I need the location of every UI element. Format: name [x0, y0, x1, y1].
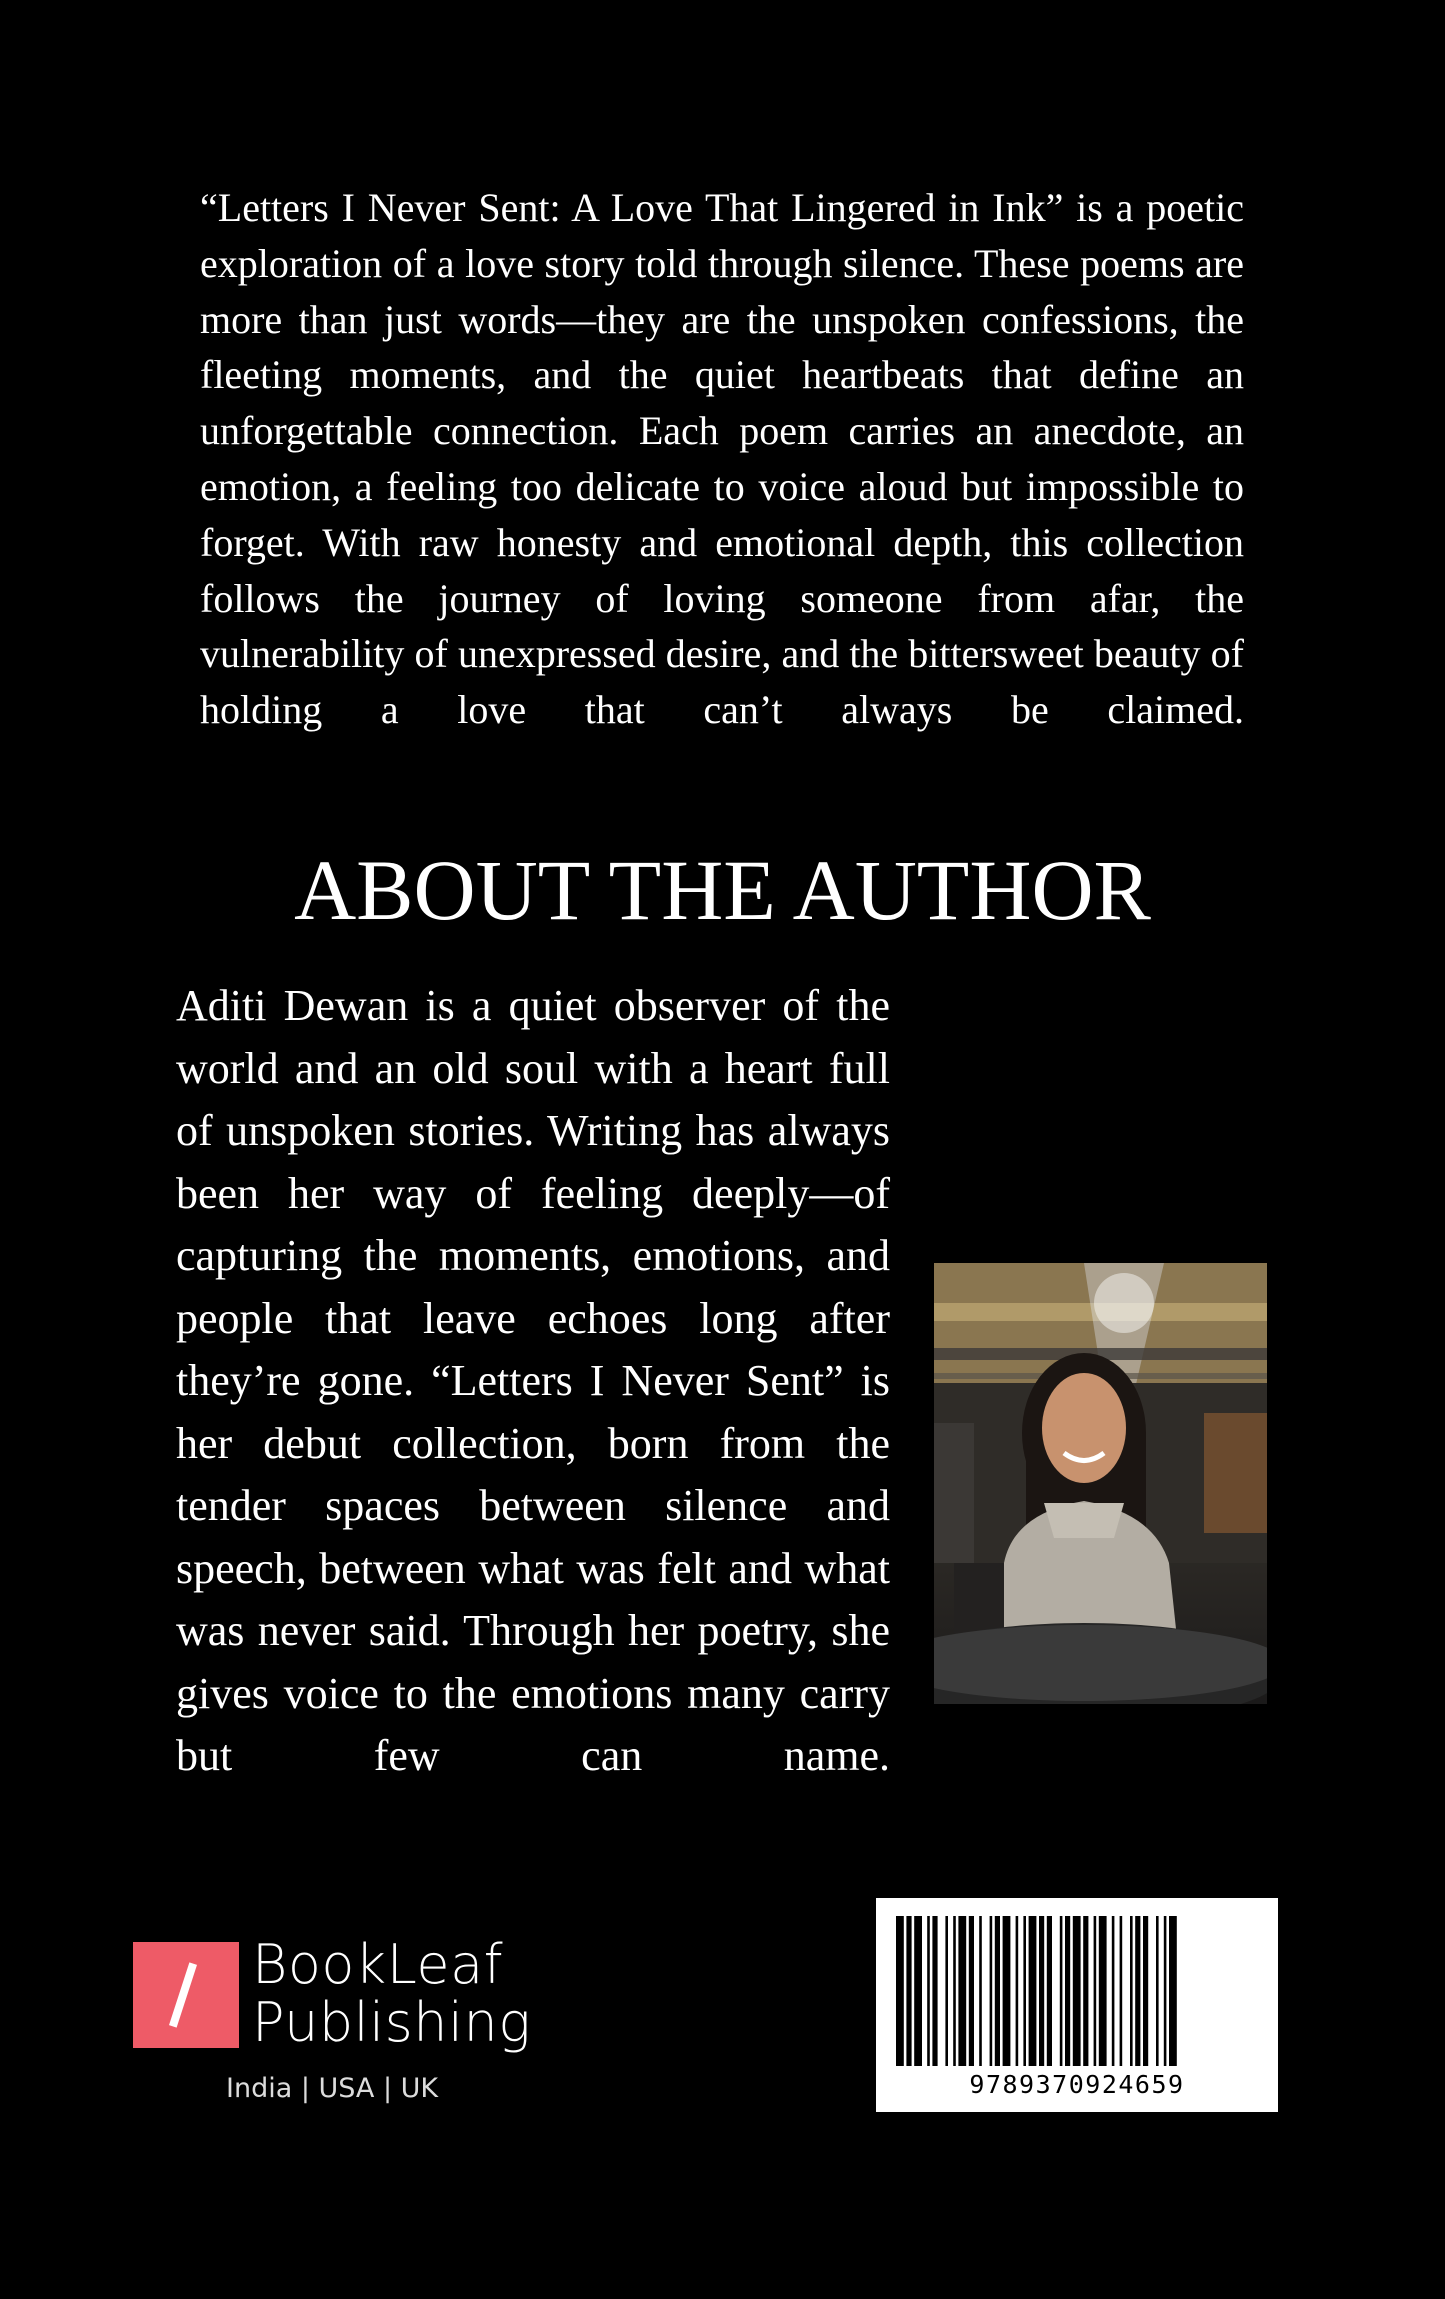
- barcode-bar: [1029, 1916, 1037, 2066]
- barcode-bar: [1060, 1916, 1063, 2066]
- isbn-number: 9789370924659: [969, 2070, 1185, 2099]
- barcode-bar: [1135, 1916, 1140, 2066]
- barcode-bar: [932, 1916, 937, 2066]
- barcode-bar: [1065, 1916, 1070, 2066]
- barcode-bar: [1169, 1916, 1177, 2066]
- barcode-bar: [1120, 1916, 1123, 2066]
- barcode-bar: [1112, 1916, 1115, 2066]
- barcode-bar: [1094, 1916, 1097, 2066]
- barcode-bar: [969, 1916, 974, 2066]
- publisher-logo: [133, 1933, 533, 2117]
- author-photo-illustration: [934, 1263, 1267, 1704]
- barcode-bar: [1164, 1916, 1167, 2066]
- barcode-bar: [1156, 1916, 1159, 2066]
- publisher-name: [252, 1933, 532, 2054]
- barcode-bar: [990, 1916, 993, 2066]
- barcode-bar: [1083, 1916, 1088, 2066]
- author-bio: Aditi Dewan is a quiet observer of the world and an old soul with a heart full of unspoken stories. Writing has always been her way of feeling deeply—of capturing the moments, emotions, and people that leave echoes long after they’re gone. “Letters I Never Sent” is her debut collection, born from the tender spaces between silence and speech, between what was felt and what was never said. Through her poetry, she gives voice to the emotions many carry but few can name.: [176, 981, 890, 1780]
- barcode-bar: [995, 1916, 1000, 2066]
- barcode-bar: [927, 1916, 930, 2066]
- barcode-bar: [945, 1916, 948, 2066]
- barcode-bar: [1016, 1916, 1019, 2066]
- barcode-bar: [1003, 1916, 1011, 2066]
- barcode-bar: [979, 1916, 982, 2066]
- logo-slash: [169, 1962, 197, 2027]
- barcode-bar: [953, 1916, 956, 2066]
- publisher-regions: India | USA | UK: [226, 2073, 439, 2104]
- barcode-bars: [876, 1898, 1278, 2070]
- barcode-bar: [896, 1916, 904, 2066]
- barcode-bar: [914, 1916, 922, 2066]
- barcode-bar: [1023, 1916, 1026, 2066]
- barcode-bar: [1130, 1916, 1133, 2066]
- barcode-bar: [1099, 1916, 1107, 2066]
- barcode-bar: [1039, 1916, 1044, 2066]
- publisher-name-line2: Publishing: [252, 1991, 532, 2054]
- barcode-bar: [906, 1916, 911, 2066]
- isbn-barcode: [876, 1898, 1278, 2112]
- about-author-heading: ABOUT THE AUTHOR: [294, 842, 1151, 938]
- barcode-bar: [1073, 1916, 1081, 2066]
- barcode-bar: [1143, 1916, 1148, 2066]
- barcode-bar: [958, 1916, 966, 2066]
- publisher-name-line1: BookLeaf: [252, 1933, 504, 1996]
- slash-logo-icon: [133, 1942, 239, 2048]
- author-photo: [934, 1263, 1267, 1704]
- book-blurb: “Letters I Never Sent: A Love That Lingered in Ink” is a poetic exploration of a love story told through silence. These poems are more than just words—they are the unspoken confessions, the fleeting moments, and the quiet heartbeats that define an unforgettable connection. Each poem carries an anecdote, an emotion, a feeling too delicate to voice aloud but impossible to forget. With raw honesty and emotional depth, this collection follows the journey of loving someone from afar, the vulnerability of unexpressed desire, and the bittersweet beauty of holding a love that can’t always be claimed.: [200, 185, 1244, 733]
- barcode-bar: [1047, 1916, 1052, 2066]
